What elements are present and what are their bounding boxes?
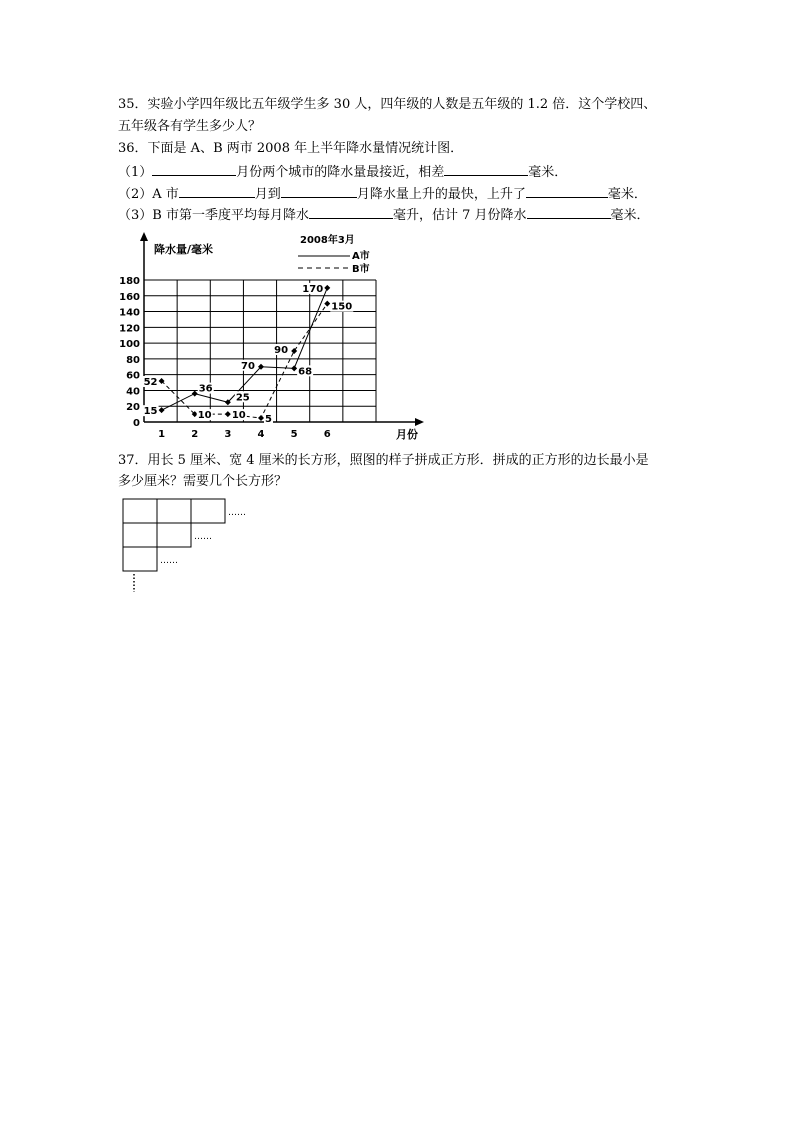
data-label: 10 (197, 410, 212, 422)
answer-blank[interactable] (281, 185, 357, 198)
x-tick-label: 6 (323, 429, 331, 440)
data-label: 15 (143, 406, 158, 418)
data-label: 68 (298, 366, 313, 378)
rainfall-line-chart (118, 228, 438, 446)
answer-blank[interactable] (444, 163, 528, 176)
q36-p3-mid: 毫升，估计 7 月份降水 (392, 208, 527, 223)
data-point (324, 285, 330, 291)
q36-p3-prefix: （3）B 市第一季度平均每月降水 (118, 208, 309, 223)
data-point (225, 411, 231, 417)
answer-blank[interactable] (152, 163, 236, 176)
data-label: 36 (198, 383, 213, 395)
q37-line1: 37．用长 5 厘米、宽 4 厘米的长方形，照图的样子拼成正方形．拼成的正方形的边长最小是 (118, 453, 649, 468)
tile-rectangle (191, 499, 225, 523)
y-tick-label: 160 (119, 291, 140, 303)
q35-line1: 35．实验小学四年级比五年级学生多 30 人，四年级的人数是五年级的 1.2 倍．这个学校四、 (118, 97, 657, 112)
data-point (324, 301, 330, 307)
q36-part3 (118, 206, 650, 224)
data-point (291, 365, 297, 371)
x-tick-label: 3 (224, 429, 232, 440)
data-label: 90 (274, 345, 289, 356)
answer-blank[interactable] (179, 185, 255, 198)
x-tick-label: 1 (158, 429, 166, 440)
q36-p3-end: 毫米． (610, 208, 650, 223)
q36-p2-end: 毫米． (607, 187, 647, 202)
continuation-dots: …… (194, 532, 212, 542)
y-tick-label: 180 (119, 276, 140, 287)
tile-rectangle (157, 499, 191, 523)
q36-p1-end: 毫米． (528, 165, 568, 180)
tile-rectangle (123, 547, 157, 571)
data-label: 170 (302, 283, 324, 295)
data-point (192, 391, 198, 397)
q36-p2-mid1: 月到 (254, 187, 281, 202)
data-label: 10 (231, 410, 246, 422)
y-tick-label: 60 (126, 370, 140, 382)
y-tick-label: 20 (126, 402, 140, 414)
chart-legend-title: 2008年3月 (300, 235, 355, 246)
y-tick-label: 40 (126, 386, 140, 398)
x-tick-label: 4 (257, 429, 265, 440)
q36-p1-mid: 月份两个城市的降水量最接近，相差 (236, 165, 445, 180)
data-label: 5 (265, 414, 272, 426)
tile-rectangle (123, 523, 157, 547)
legend-series-a: A市 (352, 251, 370, 262)
legend-series-b: B市 (352, 264, 370, 275)
chart-xlabel: 月份 (396, 428, 418, 441)
y-tick-label: 120 (119, 323, 140, 335)
answer-blank[interactable] (527, 206, 611, 219)
continuation-dots: …… (160, 556, 178, 566)
q36-part1 (118, 163, 567, 181)
continuation-dots: …… (228, 508, 246, 518)
answer-blank[interactable] (309, 206, 393, 219)
data-point (258, 415, 264, 421)
y-axis-arrow (140, 232, 148, 241)
data-point (159, 407, 165, 413)
q36-intro: 36．下面是 A、B 两市 2008 年上半年降水量情况统计图． (118, 141, 464, 156)
q36-p2-prefix: （2）A 市 (118, 187, 179, 202)
data-label: 52 (143, 376, 158, 388)
x-axis-arrow (415, 418, 424, 426)
chart-ylabel: 降水量/毫米 (154, 243, 214, 256)
rectangle-tiling-figure (118, 494, 268, 594)
tile-rectangle (123, 499, 157, 523)
tile-rectangle (157, 523, 191, 547)
data-label: 25 (235, 392, 250, 404)
answer-blank[interactable] (526, 185, 608, 198)
y-tick-label: 80 (126, 354, 140, 366)
y-tick-label: 0 (133, 418, 140, 429)
q37-line2: 多少厘米？需要几个长方形？ (118, 474, 288, 489)
y-tick-label: 140 (119, 307, 140, 319)
q36-p2-mid2: 月降水量上升的最快，上升了 (356, 187, 526, 202)
q35-line2: 五年级各有学生多少人？ (118, 119, 262, 134)
x-tick-label: 2 (191, 429, 199, 440)
data-label: 150 (331, 301, 353, 313)
data-point (291, 348, 297, 354)
q36-part2 (118, 185, 647, 203)
data-label: 70 (241, 360, 255, 372)
x-tick-label: 5 (290, 429, 298, 440)
y-tick-label: 100 (119, 339, 140, 351)
q36-p1-prefix: （1） (118, 165, 153, 180)
